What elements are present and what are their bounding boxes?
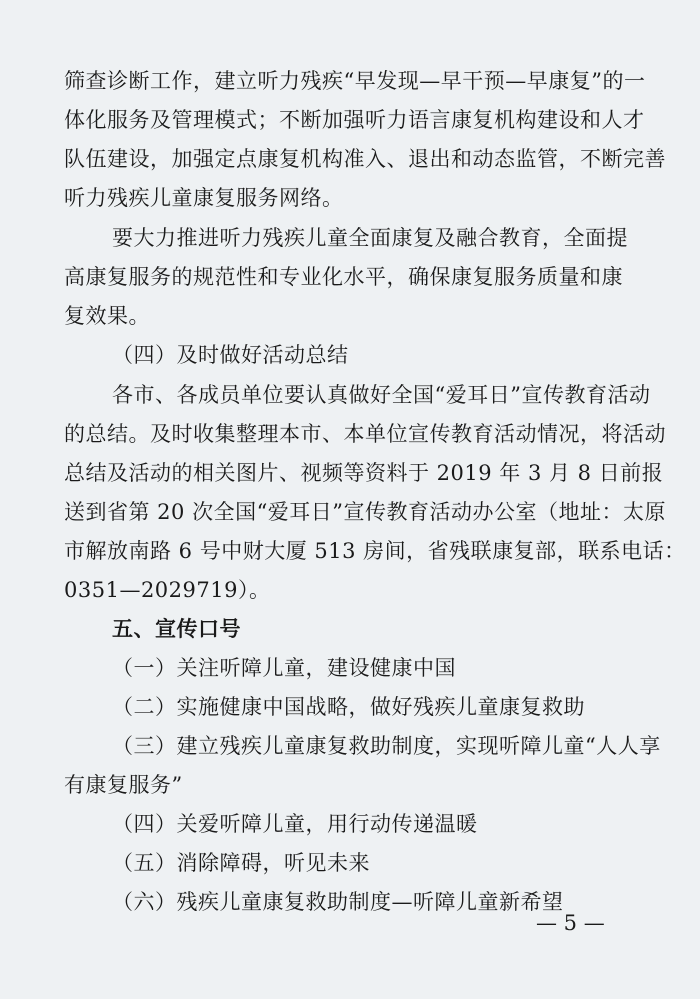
paragraph-line: 的总结。及时收集整理本市、本单位宣传教育活动情况，将活动 (64, 422, 666, 446)
slogan-item: （四）关爱听障儿童，用行动传递温暖 (112, 812, 478, 836)
paragraph-line: 体化服务及管理模式；不断加强听力语言康复机构建设和人才 (64, 108, 645, 132)
paragraph-line: 市解放南路 6 号中财大厦 513 房间，省残联康复部，联系电话： (64, 539, 686, 563)
slogan-item: （一）关注听障儿童，建设健康中国 (112, 656, 456, 680)
paragraph-line: 队伍建设，加强定点康复机构准入、退出和动态监管，不断完善 (64, 147, 666, 171)
slogan-item: （六）残疾儿童康复救助制度—听障儿童新希望 (112, 890, 564, 914)
paragraph-line: 高康复服务的规范性和专业化水平，确保康复服务质量和康 (64, 265, 623, 289)
section-heading: （四）及时做好活动总结 (112, 343, 349, 367)
paragraph-line: 复效果。 (64, 304, 150, 328)
paragraph-line: 0351—2029719）。 (64, 578, 271, 602)
slogan-item: （二）实施健康中国战略，做好残疾儿童康复救助 (112, 695, 585, 719)
section-heading: 五、宣传口号 (112, 617, 241, 641)
slogan-item: （五）消除障碍，听见未来 (112, 851, 370, 875)
paragraph-line: 要大力推进听力残疾儿童全面康复及融合教育，全面提 (112, 226, 628, 250)
page-number: — 5 — (536, 911, 605, 935)
slogan-item-continuation: 有康复服务” (64, 773, 183, 797)
paragraph-line: 总结及活动的相关图片、视频等资料于 2019 年 3 月 8 日前报 (64, 461, 664, 485)
paragraph-line: 筛查诊断工作，建立听力残疾“早发现—早干预—早康复”的一 (64, 69, 646, 93)
paragraph-line: 送到省第 20 次全国“爱耳日”宣传教育活动办公室（地址：太原 (64, 500, 667, 524)
slogan-item: （三）建立残疾儿童康复救助制度，实现听障儿童“人人享 (112, 734, 661, 758)
paragraph-line: 听力残疾儿童康复服务网络。 (64, 186, 344, 210)
paragraph-line: 各市、各成员单位要认真做好全国“爱耳日”宣传教育活动 (112, 383, 651, 407)
